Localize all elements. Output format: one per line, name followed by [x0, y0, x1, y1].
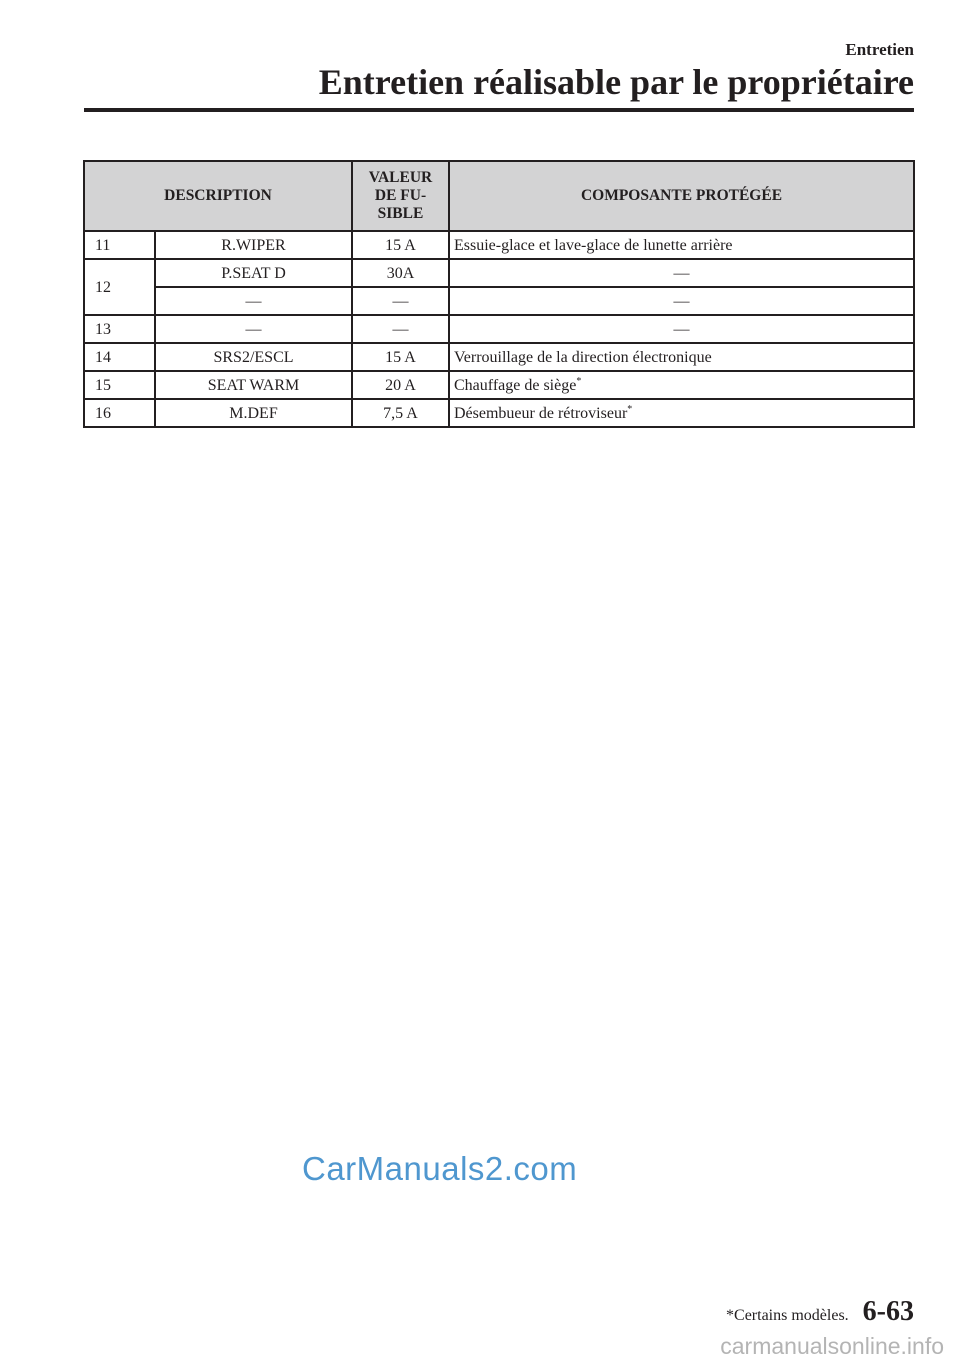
bottom-strip — [0, 1334, 960, 1362]
fuse-component: ― — [449, 259, 914, 287]
table-row — [84, 259, 914, 287]
fuse-component: Verrouillage de la direction électronique — [449, 343, 914, 371]
header-valeur-line3: SIBLE — [377, 205, 424, 222]
fuse-table — [83, 160, 915, 428]
section-label: Entretien — [845, 40, 914, 59]
page-title: Entretien réalisable par le propriétaire — [318, 62, 914, 102]
fuse-value: ― — [352, 287, 449, 315]
table-row — [84, 399, 914, 427]
fuse-value: 20 A — [352, 371, 449, 399]
fuse-description: ― — [155, 315, 352, 343]
fuse-component-cell — [449, 371, 914, 399]
fuse-description: R.WIPER — [155, 231, 352, 259]
fuse-description: ― — [155, 287, 352, 315]
table-row — [84, 343, 914, 371]
header-valeur-line1: VALEUR — [368, 169, 433, 186]
fuse-number: 13 — [84, 315, 155, 343]
fuse-description: P.SEAT D — [155, 259, 352, 287]
page-number: 6-63 — [862, 1296, 914, 1327]
fuse-description: SRS2/ESCL — [155, 343, 352, 371]
table-row — [84, 315, 914, 343]
footnote: *Certains modèles. — [726, 1307, 849, 1324]
fuse-component-cell — [449, 399, 914, 427]
header-description: DESCRIPTION — [84, 161, 352, 231]
footnote-marker: * — [627, 403, 633, 415]
fuse-number: 12 — [84, 259, 155, 315]
header-valeur-line2: DE FU- — [374, 187, 427, 204]
fuse-component: ― — [449, 315, 914, 343]
header-composante: COMPOSANTE PROTÉGÉE — [449, 161, 914, 231]
fuse-number: 11 — [84, 231, 155, 259]
fuse-value: 7,5 A — [352, 399, 449, 427]
watermark: CarManuals2.com — [302, 1150, 578, 1187]
fuse-value: 15 A — [352, 343, 449, 371]
fuse-value: 30A — [352, 259, 449, 287]
header-valeur — [352, 161, 449, 231]
page-footer — [726, 1296, 914, 1328]
site-url: carmanualsonline.info — [720, 1333, 944, 1359]
table-row — [84, 287, 914, 315]
fuse-component: Chauffage de siège — [454, 376, 577, 394]
page-header — [319, 40, 914, 102]
fuse-description: M.DEF — [155, 399, 352, 427]
fuse-description: SEAT WARM — [155, 371, 352, 399]
footnote-marker: * — [576, 375, 582, 387]
table-header-row — [84, 161, 914, 231]
table-row — [84, 371, 914, 399]
header-rule — [84, 108, 914, 112]
fuse-number: 14 — [84, 343, 155, 371]
fuse-number: 15 — [84, 371, 155, 399]
fuse-component: Essuie-glace et lave-glace de lunette arrière — [449, 231, 914, 259]
fuse-value: ― — [352, 315, 449, 343]
fuse-value: 15 A — [352, 231, 449, 259]
fuse-component: ― — [449, 287, 914, 315]
table-row — [84, 231, 914, 259]
fuse-number: 16 — [84, 399, 155, 427]
fuse-component: Désembueur de rétroviseur — [454, 404, 628, 422]
